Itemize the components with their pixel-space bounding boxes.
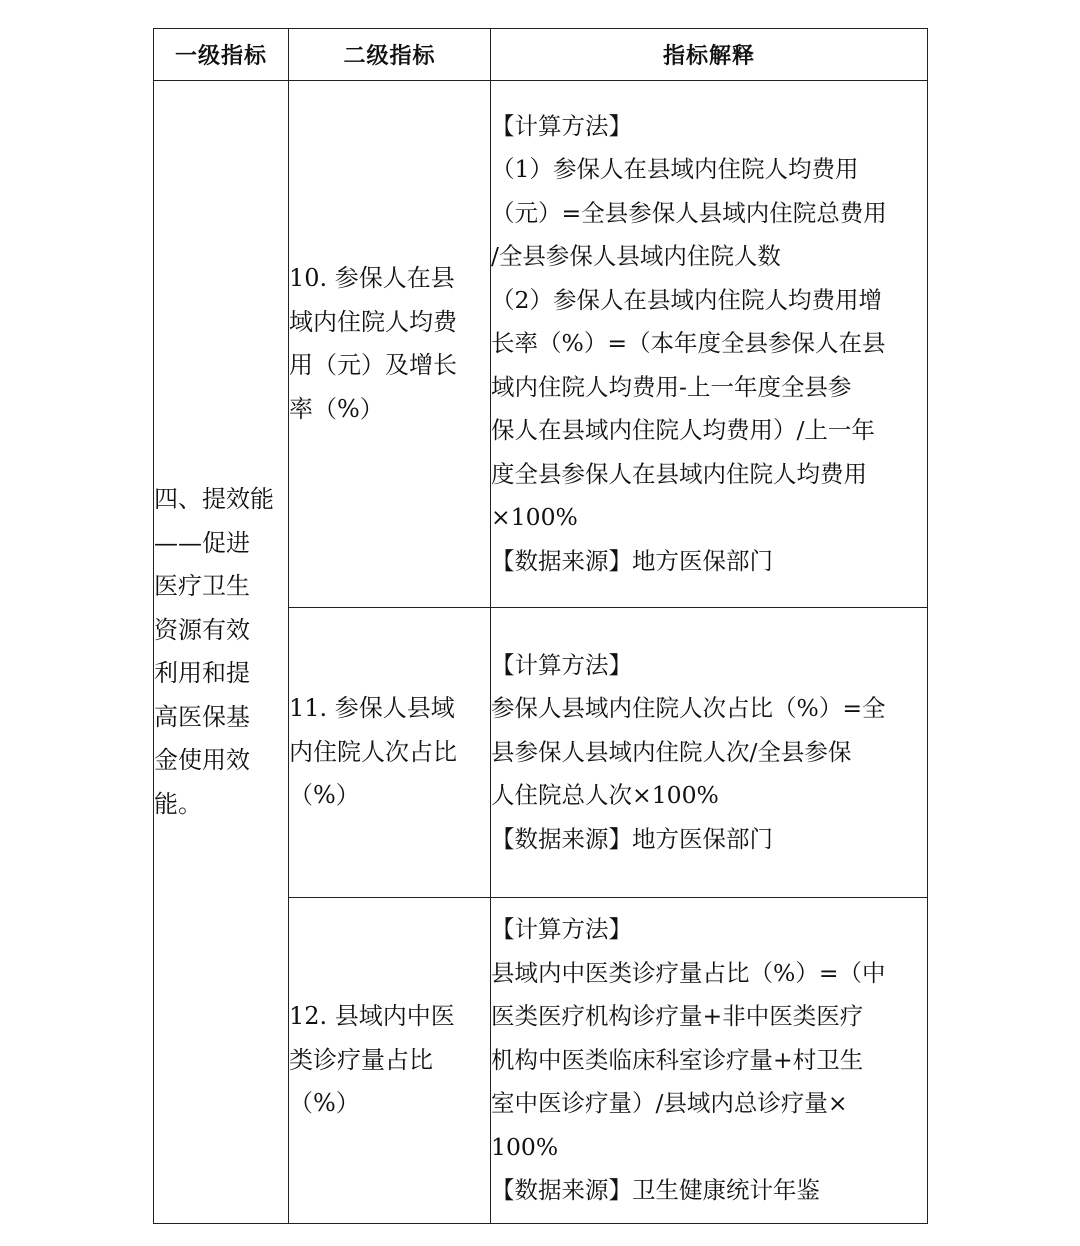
level1-line: 四、提效能 (154, 485, 274, 513)
explanation-line: 【数据来源】地方医保部门 (491, 546, 773, 575)
explanation-line: 机构中医类临床科室诊疗量+村卫生 (491, 1045, 864, 1074)
header-level2: 二级指标 (289, 29, 491, 81)
explanation-line: 度全县参保人在县域内住院人均费用 (491, 459, 867, 488)
header-explanation: 指标解释 (491, 29, 928, 81)
explanation-line: 【数据来源】卫生健康统计年鉴 (491, 1176, 820, 1205)
explanation-line: 参保人县域内住院人次占比（%）=全 (491, 694, 886, 723)
level2-line: 域内住院人均费 (289, 307, 457, 336)
level1-line: ——促进 (154, 528, 250, 557)
explanation-line: 【数据来源】地方医保部门 (491, 824, 773, 853)
indicator-table (153, 28, 928, 1224)
explanation-cell (491, 81, 928, 608)
explanation-cell (491, 608, 928, 898)
explanation-line: 县参保人县域内住院人次/全县参保 (491, 737, 852, 766)
level1-line: 利用和提 (154, 659, 250, 687)
level1-line: 高医保基 (154, 702, 250, 731)
level2-cell (289, 81, 491, 608)
explanation-line: 县域内中医类诊疗量占比（%）=（中 (491, 958, 886, 987)
level2-line: 率（%） (289, 394, 384, 423)
header-row (154, 29, 928, 81)
explanation-line: /全县参保人县域内住院人数 (491, 242, 781, 271)
explanation-line: 医类医疗机构诊疗量+非中医类医疗 (491, 1002, 864, 1031)
level2-cell (289, 898, 491, 1224)
explanation-line: 长率（%）=（本年度全县参保人在县 (491, 329, 886, 358)
level1-line: 金使用效 (154, 746, 250, 774)
explanation-line: 【计算方法】 (491, 915, 632, 944)
level2-line: （%） (289, 781, 360, 810)
explanation-line: 【计算方法】 (491, 111, 632, 140)
explanation-line: （元）=全县参保人县域内住院总费用 (491, 198, 887, 227)
level2-line: 11. 参保人县域 (289, 694, 455, 723)
explanation-line: 保人在县域内住院人均费用）/上一年 (491, 416, 875, 445)
level2-line: 类诊疗量占比 (289, 1045, 433, 1074)
level2-line: （%） (289, 1089, 360, 1118)
explanation-line: 【计算方法】 (491, 650, 632, 679)
level1-line: 资源有效 (154, 615, 250, 644)
explanation-line: （1）参保人在县域内住院人均费用 (491, 155, 859, 184)
table-row (154, 81, 928, 608)
level2-line: 内住院人次占比 (289, 737, 457, 766)
level1-line: 能。 (154, 789, 202, 818)
explanation-line: 域内住院人均费用-上一年度全县参 (491, 372, 852, 401)
level2-line: 10. 参保人在县 (289, 264, 455, 292)
explanation-line: （2）参保人在县域内住院人均费用增 (491, 285, 882, 314)
level1-cell (154, 81, 289, 1224)
explanation-line: 人住院总人次×100% (491, 781, 719, 810)
level2-cell (289, 608, 491, 898)
explanation-line: ×100% (491, 503, 578, 532)
explanation-line: 室中医诊疗量）/县域内总诊疗量× (491, 1089, 848, 1118)
explanation-cell (491, 898, 928, 1224)
level2-line: 用（元）及增长 (289, 351, 457, 379)
header-level1: 一级指标 (154, 29, 289, 81)
level2-line: 12. 县域内中医 (289, 1002, 455, 1031)
level1-line: 医疗卫生 (154, 572, 250, 600)
explanation-line: 100% (491, 1132, 559, 1161)
